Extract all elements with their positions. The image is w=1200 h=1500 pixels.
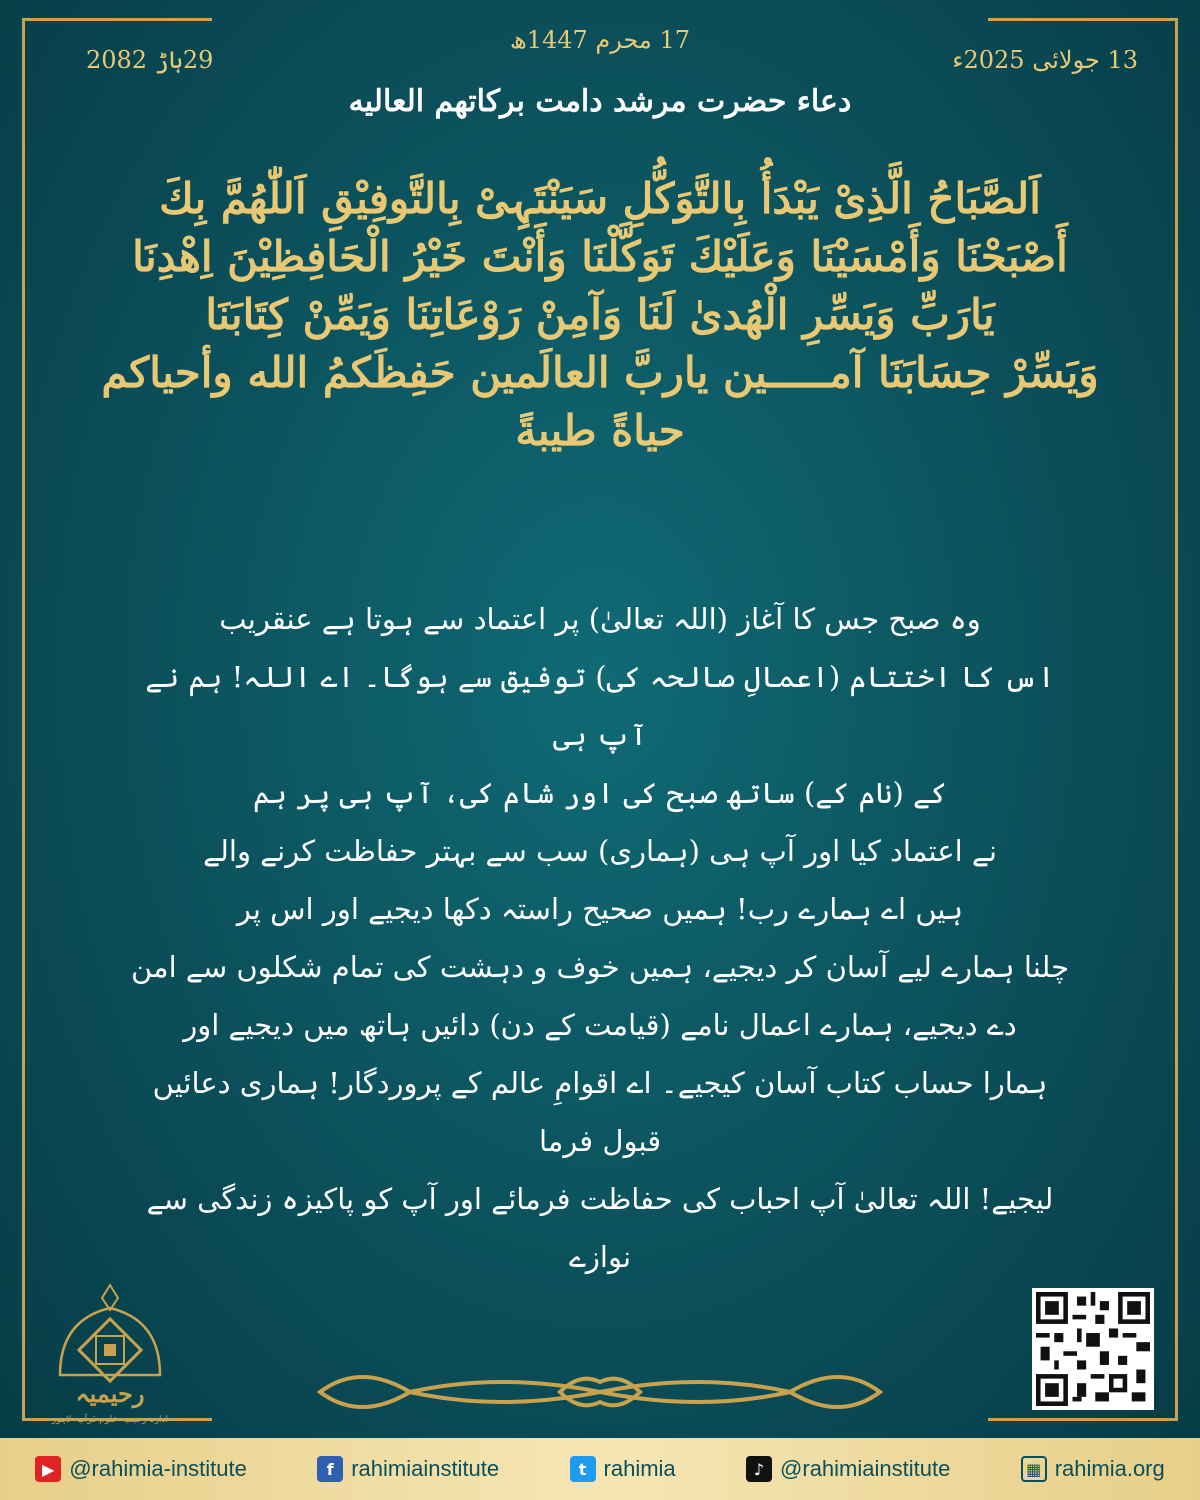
- website-url: rahimia.org: [1054, 1456, 1165, 1481]
- rahimia-logo: [40, 1280, 180, 1430]
- frame-left-line: [22, 18, 25, 1418]
- website-link[interactable]: [1021, 1456, 1165, 1482]
- urdu-line: نے اعتماد کیا اور آپ ہی (ہماری) سب سے بہتر حفاظت کرنے والے: [203, 834, 997, 868]
- date-hijri: 17 محرم 1447ھ: [509, 26, 691, 54]
- frame-top-right-line: [988, 18, 1178, 21]
- tiktok-link[interactable]: [746, 1456, 950, 1482]
- logo-subtext: ادارہ رحیمیہ علوم قرآنیہ لاہور: [51, 1415, 169, 1425]
- tiktok-handle: @rahimiainstitute: [780, 1456, 951, 1481]
- twitter-icon: t: [570, 1456, 596, 1482]
- urdu-line: کے (نام کے) ساتھ صبح کی اور شام کی، آپ ہی پر ہم: [253, 776, 947, 810]
- ornament-divider: [300, 1362, 900, 1422]
- facebook-icon: f: [317, 1456, 343, 1482]
- arabic-dua: [90, 170, 1110, 460]
- urdu-line: لیجیے! اللہ تعالیٰ آپ احباب کی حفاظت فرمائے اور آپ کو پاکیزہ زندگی سے: [146, 1182, 1054, 1216]
- urdu-line: ہیں اے ہمارے رب! ہمیں صحیح راستہ دکھا دیجیے اور اس پر: [236, 892, 964, 926]
- arabic-line: اَلصَّبَاحُ الَّذِیْ یَبْدَأُ بِالتَّوَکُّلِ سَیَنْتَہِیْ بِالتَّوفِیْقِ اَللّٰهُمَّ بِكَ: [159, 174, 1041, 223]
- social-footer: [0, 1438, 1200, 1500]
- frame-top-left-line: [22, 18, 212, 21]
- urdu-line: ہمارا حساب کتاب آسان کیجیے۔ اے اقوامِ عالم کے پروردگار! ہماری دعائیں قبول فرما: [152, 1066, 1048, 1158]
- arabic-line: وَیَسِّرْ حِسَابَنَا آمـــــین یاربَّ العالَمین حَفِظَكمُ الله وأحیاكم: [101, 348, 1099, 397]
- arabic-line: حیاةً طیبةً: [515, 406, 685, 455]
- logo-text: رحیمیہ: [75, 1379, 145, 1408]
- frame-bottom-right-line: [988, 1418, 1178, 1421]
- youtube-link[interactable]: [35, 1456, 247, 1482]
- qr-code[interactable]: [1032, 1288, 1154, 1410]
- urdu-line: چلنا ہمارے لیے آسان کر دیجیے، ہمیں خوف و دہشت کی تمام شکلوں سے امن: [130, 950, 1069, 984]
- qr-small-icon: ▦: [1021, 1456, 1047, 1482]
- facebook-link[interactable]: [317, 1456, 499, 1482]
- arabic-line: یَارَبِّ وَیَسِّرِ الْهُدیٰ لَنَا وَآمِنْ رَوْعَاتِنَا وَیَمِّنْ كِتَابَنَا: [205, 290, 995, 339]
- date-gregorian: 13 جولائی 2025ء: [952, 46, 1138, 74]
- urdu-line: وہ صبح جس کا آغاز (اللہ تعالیٰ) پر اعتماد سے ہوتا ہے عنقریب: [219, 602, 981, 636]
- twitter-handle: rahimia: [603, 1456, 676, 1481]
- twitter-link[interactable]: [570, 1456, 676, 1482]
- urdu-translation: [130, 590, 1070, 1286]
- tiktok-icon: ♪: [746, 1456, 772, 1482]
- arabic-line: أَصْبَحْنَا وَأَمْسَیْنَا وَعَلَیْكَ تَوَكَّلْنَا وَأَنْتَ خَیْرُ الْحَافِظِیْنَ اِهْدِنَا: [132, 232, 1068, 281]
- date-desi: 29ہاڑ 2082: [86, 46, 214, 74]
- frame-right-line: [1175, 18, 1178, 1418]
- youtube-handle: @rahimia-institute: [69, 1456, 247, 1481]
- page-title: دعاء حضرت مرشد دامت برکاتهم العالیه: [348, 84, 852, 119]
- urdu-line: نوازے: [568, 1240, 632, 1274]
- urdu-line: اس کا اختتام (اعمالِ صالحہ کی) توفیق سے ہوگا۔ اے اللہ! ہم نے آپ ہی: [145, 660, 1055, 752]
- youtube-icon: ▶: [35, 1456, 61, 1482]
- urdu-line: دے دیجیے، ہمارے اعمال نامے (قیامت کے دن) دائیں ہاتھ میں دیجیے اور: [183, 1008, 1017, 1042]
- facebook-handle: rahimiainstitute: [351, 1456, 500, 1481]
